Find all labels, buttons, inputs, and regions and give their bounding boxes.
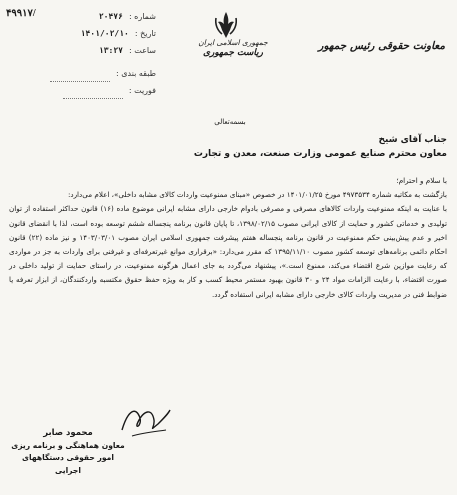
header-title: معاونت حقوقی رئیس جمهور: [318, 40, 445, 52]
letter-body: [9, 174, 447, 302]
signatory-title-2: امور حقوقی دستگاههای اجرایی: [22, 453, 114, 475]
body-paragraph-2: با عنایت به اینکه ممنوعیت واردات کالاهای مصرفی و مصرفی بادوام خارجی دارای مشابه ایرانی موضوع ماده (۱۶) قانون حداکثر استفاده از توان تولیدی و خدماتی کشور و حمایت از کالای ایرانی مصوب ۱۳۹۸/۰۲/۱۵، تا پایان قانون برنامه پنجساله ششم توسعه بوده است، لذا با انقضای قانون اخیر و عدم پیش‌بینی حکم ممنوعیت در قانون برنامه پنجساله هفتم پیشرفت جمهوری اسلامی ایران مصوب ۱۴۰۳/۰۳/۰۱ و نیز ماده (۲۲) قانون احکام دائمی برنامه‌های توسعه کشور مصوب ۱۳۹۵/۱۱/۱۰ که مقرر می‌دارد: «برقراری موانع غیرتعرفه‌ای و غیرفنی برای واردات به جز در مواردی که رعایت موازین شرع اقتضاء می‌کند، ممنوع است.»، پیشنهاد می‌گردد به جای اعمال هرگونه ممنوعیت، در راستای حمایت از تولید داخلی در صورت اقتضاء، با رعایت الزامات مواد ۲۴ و ۳۰ قانون بهبود مستمر محیط کسب و کار به ویژه حفظ حقوق مکتسبه واردکنندگان، از ابزار تعرفه یا ضوابط فنی در مدیریت واردات کالای خارجی دارای مشابه ایرانی استفاده گردد.: [9, 204, 447, 299]
classification-blank: [50, 65, 110, 82]
date-label: تاریخ :: [134, 29, 156, 38]
time-label: ساعت :: [128, 46, 156, 55]
bismillah: بسمه‌تعالی: [214, 118, 246, 126]
document-number-prefix: ۴۹۹۱۷/: [6, 8, 36, 19]
urgency-blank: [63, 82, 123, 99]
body-paragraph-1: بازگشت به مکاتبه شماره ۴۹۷۳۵۳۴ مورخ ۱۴۰۱/۰۱/۲۵ در خصوص «مبنای ممنوعیت واردات کالای مشابه داخلی»، اعلام می‌دارد:: [67, 190, 447, 200]
classification-label: طبقه بندی :: [116, 69, 156, 78]
date-value: ۱۴۰۱/۰۲/۱۰: [80, 29, 129, 38]
addressee-title: معاون محترم صنایع عمومی وزارت صنعت، معدن و تجارت: [193, 149, 447, 159]
classification-row: [6, 65, 156, 82]
urgency-row: [6, 82, 156, 99]
org-line-1: جمهوری اسلامی ایران: [198, 38, 268, 47]
signature-block: [8, 427, 128, 477]
addressee: [7, 133, 447, 161]
organization-block: [188, 38, 278, 58]
iran-emblem-icon: [212, 10, 240, 40]
number-value: ۲۰۴۷۶: [98, 12, 123, 21]
urgency-label: فوریت :: [128, 86, 156, 95]
date-row: [6, 25, 156, 42]
number-label: شماره :: [128, 12, 156, 21]
org-line-2: ریاست جمهوری: [202, 48, 264, 58]
signatory-title-1: معاون هماهنگی و برنامه ریزی: [11, 440, 125, 450]
signatory-name: محمود صابر: [43, 428, 93, 438]
time-row: [6, 42, 156, 59]
letter-meta: [6, 8, 156, 99]
greeting: با سلام و احترام؛: [396, 176, 447, 185]
time-value: ۱۳:۲۷: [98, 46, 123, 55]
addressee-name: جناب آقای شیخ: [378, 135, 447, 145]
